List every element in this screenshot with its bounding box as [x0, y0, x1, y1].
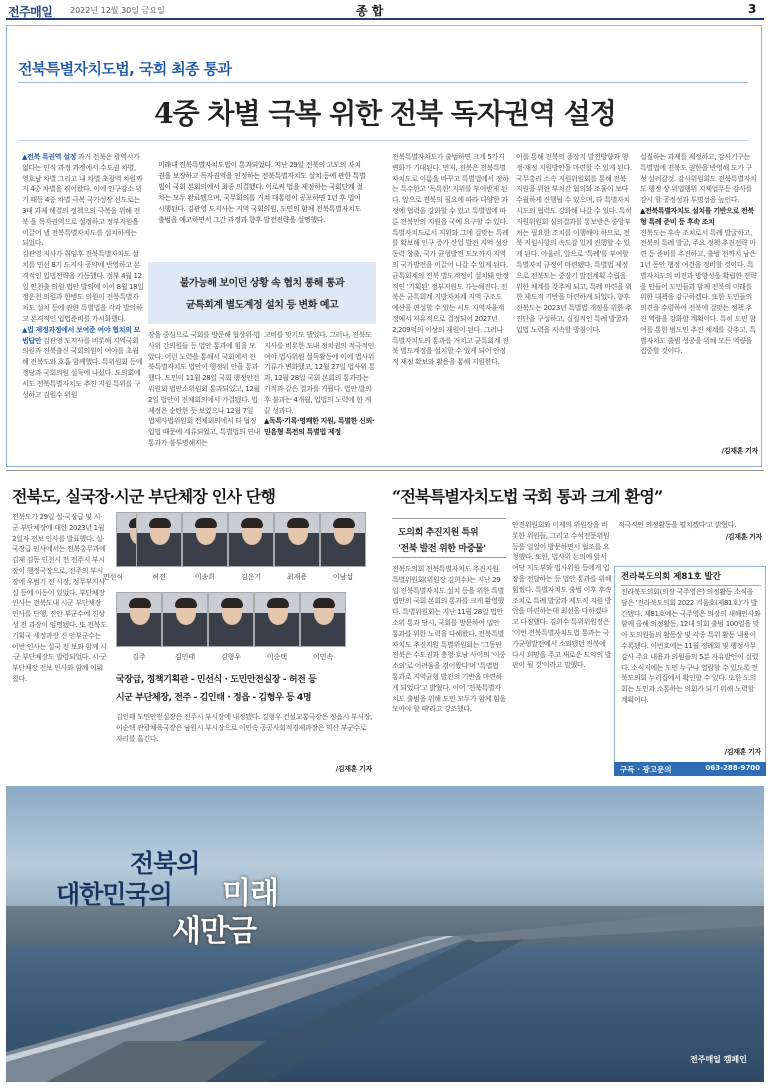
col1-text-1: 과거 전북은 광역시가 없다는 인식 과정 과정에서 수도권 차별, 영호남 차별 그리고 내 차별 초광역 차원까지 4중 차별을 겪어왔다. 이에 인구감소 위기 때등 4중 차별 극복 국가성장 선도로는 3대 과제 해결의 정책으의 극복을 위해 전북 을 독자권역으로 설정하고 정부지원을 이끌어 낼 전북특별자치도를 설치하게는 되었다. — [22, 153, 143, 248]
lead-column-2: 장을 중심으로 국회를 방문해 협상위·법사위 간의원들 등 법안 통과에 힘을 모았다. 이런 노력을 통해서 국회에서 전북특별자치도 법안이 행정위 안을 통과 했다. 도민이 11월 28일 국회 행정안전위원회 법안소위원회 통과되었고, 12월 2일 법안이 전체회의에서 가결됐다. 법 제정은 순탄한 듯 보였으나 12월 7일 법제사법위원회 전체회의에서 타 협정입법 때문에 계류되었고, 특별법의 연내 통과가 불투명해지는 — [148, 331, 260, 447]
section-separator — [6, 470, 764, 471]
ad-footer: 전주매일 캠페인 — [690, 1055, 747, 1064]
mid-article-byline: /김재훈 기자 — [725, 533, 762, 541]
lead-column-1 — [22, 152, 144, 458]
ad-seawall-illustration — [6, 786, 764, 1082]
mid-article-body: 전북도의회 전북특별자치도 추진지원 특별위원회(위원장 김희수)는 지난 29일 전북특별자치도 설치 등을 위한 특별법안의 국회 본회의 통과를 크게 환영했다. 특별위원회는 지난 11월 28일 법안 소위 통과 당시, 국회를 방문하여 법안 통과를 위한 노력을 다해왔다. 전북특별자치도 추진지원 특별위원회는 '그동안 전북은 수도권과 충청·호남 사이의 '이중 소외'로 어려움을 겪어왔다'며 '특별법 통과로 지역균형 발전의 기반을 마련하게 되었다'고 밝혔다. 이어 '전북특별자치도 출범을 위해 도민 모두가 함께 힘을 모아야 할 때'라고 강조했다. — [392, 565, 506, 714]
person-photo — [254, 592, 300, 647]
masthead — [6, 0, 764, 20]
lead-byline: /김재훈 기자 — [721, 447, 758, 455]
person-name: 이민속 — [312, 653, 334, 661]
col1-text-2: 김관영 지사가 취임후 전북특별자치도 설치를 민선 8기 도지사 공약에 반영하고 본격적인 입법전략을 가동했다. 정부 4월 12일 인천출 의원 법안 발의에 이어 8월 18일 정운천 의원과 한병도 의원이 전북특별자치도 설치 등에 관한 특별법을 각각 발의하고 본격적인 입법준비를 가시화했다. — [22, 250, 144, 323]
person-photo — [274, 512, 320, 567]
col1-subhead-1: ▲전북 특권역 설정 — [22, 153, 77, 161]
ad-text-1: 전북의 — [130, 849, 200, 878]
headline-rule — [18, 140, 748, 141]
left-article-body-2: 김인태 도민안전실장은 전주시 부시장에 내정됐다. 김형우 건설교통국장은 정읍시 부시장, 이순택 관광체육국장은 남원시 부시장으로 이민속 공공사회적경제과장은 익산 부군수로 자리를 옮긴다. — [116, 713, 372, 743]
col1-text-3: 김관영 도지사를 비롯해 지역국회의원과 전북출신 국회의원이 여야를 초월해 전북도와 호흡 함께했다. 특위원회 등에 정당과 국회의원 설득에 나섰다. 도의회에서도 전북특별자치도 추진 지원 특위를 구성하고 김원수 위원 — [22, 336, 143, 399]
lead-deck — [148, 262, 376, 324]
council-publication-box — [614, 566, 766, 776]
person-name: 김민태 — [174, 653, 196, 661]
council-box-body: 전라북도의회(의장 국주영은) 의정활동 소식을 담은 '전라북도의회 2022 겨울호(제81호)'가 발간됐다. 제81호에는 국주영은 의장의 새해인사와 함께 올해 의정활동, 12대 의회 출범 100일을 맞아 도의원들의 활동상 및 각종 특위 활동 내용이 수록됐다. 이번호에는 11월 정례회 및 행정사무감사 주요 내용과 의원들의 5분 자유발언이 실렸다. 소식지에는 도민 누구나 열람할 수 있도록 전북도의회 누리집에서 확인할 수 있다. 또한 도의회는 도민과 소통하는 의회가 되기 위해 노력할 계획이다. — [621, 588, 761, 704]
lead-column-4: 전북특별자치도가 출범하면 크게 5가지 변화가 기대된다. 먼저, 전북은 전북특별자치도로 이름을 바꾸고 특별법에서 정하는 특수한고 '독특한' 지위를 부여받게 된다. 앞으로 전북의 필요에 따라 다양한 과정에 협력을 강화할 수 있고 특별법에 따른 전북만의 지원을 국에 요구할 수 있다. 특별자치도로서 지위와 그에 걸맞는 특례를 확보해 인구 증가 산업 발전 지역 성장동력 창출, 국가 균형발전 도모까지 지역의 국가발전을 이끌어 나갈 수 있게 된다. 균특회계의 전북 별도계정이 설치돼 안정적인 '기획된' 정부지원도 가능해진다. 전북은 균특회계 지방자치계 지역 구조도 예산을 편성할 수 있는 시도 지역자율계정에서 자유적으로 결정되어 2027년 2,209억의 이상의 재원이 된다. 그러나 특별자치도의 통과를 거치고 균특회계 전북 별도계정을 설치할 수 있게 되어 안정적 재정 확보와 활용을 통해 지원한다. — [392, 153, 509, 367]
lead-headline: 4중 차별 극복 위한 전북 독자권역 설정 — [154, 97, 616, 130]
person-photo — [228, 512, 274, 567]
newspaper-brand: 전주매일 — [8, 5, 53, 19]
mid-article-body-2: 안전위원회와 이제의 위원장을 비롯한 위원들, 그리고 수석전문위원 등을 일일이 방문하면서 협조를 요청했다. 또한, 법사위 논의에 앞서 여당 지도부와 법사위원 등에게 입장을 전달하는 등 법안 통과를 위해 힘썼다. 특별자치도 출범 이후 후속 조치로 특례 발굴과 제도적 지원 방안을 마련하는데 최선을 다하겠다고 다짐했다. 김희수 특위위원장은 '이번 전북특별자치도법 통과는 국가균형발전에서 소외됐던 전북에 다시 희망을 주고 새로운 도약의 발판이 될 것'이라고 말했다. — [512, 521, 612, 670]
person-photo — [208, 592, 254, 647]
lead-column-6 — [640, 152, 758, 446]
council-box-byline: /김재훈 기자 — [724, 748, 761, 756]
lead-summary-box: 미래내 전북특별자치도법이 통과되었다. 지난 29일 전북의 고도의 자치권을 보장하고 독자권역을 인정하는 전북특별자치도 설치 등에 관한 특별법이 국회 본회의에서 최종 의결됐다. 이로써 법을 제정하는 국회단계 절차는 모두 완료됐으며, 국무회의를 거쳐 대통령이 공포하면 1년 후 법이 시행된다. 김관영 도지사는 지역 국회의원, 도민의 함께 전북특별자치도 출범을 예고하면서 그간 과정과 향후 발전전략을 설명했다. — [148, 152, 376, 262]
lead-column-5: 이를 통해 전북의 증장기 발전방향과 행정·재정 지원방안을 마련할 수 있게 된다. 국무총리 소속 지원위원회를 통해 전북 지원을 위한 부처간 협의와 조율이 보다 수월하게 진행될 수 있으며, 타 특별자치시도의 협력도 강화해 나갈 수 있다. 특히 지원위원회 심의결과를 통보받은 중앙부처는 필요한 조치를 이행해야 하므로, 전북 지원사항의 속도감 있게 진행할 수 있게 된다. 아울러, 앞으로 '특례'를 부여할 특별자치 규정이 마련됐다. 특별법 제정으로 전북도는 중장기 발전계획 수립을 위한 체계를 갖추게 되고, 특례 마련을 위한 제도적 기반을 마련하게 되었다. 향후 전북도는 2023년 특별법 개정을 위한 추진단을 구성하고, 실질적인 특례 발굴과 입법 노력을 지속할 방침이다. — [516, 153, 632, 334]
issue-date: 2022년 12월 30일 금요일 — [70, 6, 165, 15]
mid-article-title: “전북특별자치도법 국회 통과 크게 환영” — [392, 487, 663, 506]
col3-subhead: ▲독특·기록·명쾌한 지원, 특별한 신뢰·믿음형 특전의 특별법 제정 — [264, 417, 375, 437]
person-name: 이순택 — [266, 653, 288, 661]
col6-subhead: ▲전북특별자치도 설치를 기반으로 전북형 특례 준비 등 후속 조치 — [640, 206, 754, 226]
person-name: 이남섭 — [332, 573, 354, 581]
mid-subhead-2: '전북 발전 위한 마중물' — [398, 544, 486, 554]
person-photo — [116, 592, 162, 647]
person-name: 허전 — [152, 573, 166, 581]
person-name: 김주 — [132, 653, 146, 661]
lead-kicker: 전북특별자치도법, 국회 최종 통과 — [18, 60, 232, 78]
subscription-phone: 063-288-9700 — [705, 764, 760, 772]
mid-article-body-3: 적극적인 의정활동을 펼치겠다'고 밝혔다. — [618, 521, 737, 529]
person-photo — [136, 512, 182, 567]
photo-caption-2: 시군 부단체장, 전주 - 김인태 · 정읍 - 김형우 등 4명 — [116, 693, 312, 703]
person-name: 민선식 — [102, 573, 124, 581]
person-name: 김형우 — [220, 653, 242, 661]
left-article-byline: /김재훈 기자 — [335, 765, 372, 773]
col6-text: 실질하는 과제를 제정하고, 감사기구는 특별법에 전북도 권한을 반영해 도가 구성 살려갈것. 감사위원회도 전북특별자치도 행정 상 위법행위 지체업무등 감사를 감시 할 공정성과 투명성을 높인다. — [640, 153, 757, 205]
mid-article-subhead — [392, 518, 506, 558]
photo-caption-1: 국장급, 정책기획관 - 민선식 · 도민안전실장 - 허전 등 — [116, 675, 317, 685]
person-photo — [162, 592, 208, 647]
deck-line-1: 불가능해 보이던 상황 속 협치 통해 통과 — [179, 278, 345, 289]
col1-subhead-3: ▲법 제정과정에서 보여준 여야 협치의 모범답안 — [22, 325, 141, 345]
lead-column-3 — [264, 330, 376, 458]
person-photo — [182, 512, 228, 567]
col3-text: 고비를 맞기도 했었다. 그러나, 전북도지사를 비롯한 도내 정치권의 적극적인 여야 법사위원 설득활동에 이에 법사위 기류가 변화했고, 12월 27일 법사위 통과, 12월 28일 국회 본회의 통과라는 기적과 같은 결과를 거뒀다. 법안 발의 후 불과는 4개월, 입법의 노력에 한 게 끝 성과다. — [264, 331, 376, 415]
kicker-rule — [18, 82, 748, 83]
saemangeum-campaign-ad — [6, 786, 764, 1082]
left-article-body: 전북도가 29일 실·국장급 및 시·군 부단체장에 대한 2023년 1월 2일자 전보 인사를 발표했다. 실·국장급 인사에서는 전북총무과에 김제 김동 인천시 전 전주시 부시장이 행정국장으로, 전주의 부시장에 우범기 전 시장, 정무부지사실 등에 이동이 있었다. 부단체장 인사는 전북도내 시군 부단체장 인사를 단행, 진안 부군수에 진상성 전 과장이 임명됐다. 또 전북도 기획국 세정과장 진 안부군수는 이번 인사는 실국 전 보와 함께 시·군 부단체장도 발령되었다. 시·군 부단체장 전보 인사와 함께 이뤄졌다. — [12, 513, 107, 683]
left-article-title: 전북도, 실국장·시군 부단체장 인사 단행 — [12, 487, 276, 506]
subscription-bar — [614, 762, 766, 776]
section-name: 종 합 — [356, 4, 384, 18]
deck-line-2: 균특회계 별도계정 설치 등 변화 예고 — [185, 300, 339, 311]
ad-text-3: 미래 — [222, 876, 278, 911]
subscription-label: 구독 · 광고문의 — [620, 765, 672, 774]
person-photo — [320, 512, 366, 567]
ad-text-2: 대한민국의 — [56, 880, 172, 909]
person-name: 최재용 — [286, 573, 308, 581]
personnel-photo-grid — [102, 512, 372, 712]
person-name: 이송희 — [194, 573, 216, 581]
person-photo — [300, 592, 346, 647]
person-name: 김운기 — [240, 573, 262, 581]
mid-subhead-1: 도의회 추진지원 특위 — [398, 528, 479, 538]
col6-text-b: 전북도는 후속 조치로서 특례 발굴하고, 전북의 특례 발굴, 주요 정책 추진전략 마련 등 준비를 추진하고, 출범 전까지 남은 1년 동안 행정 여건을 정비할 것이다. 특별자치도의 비전과 방향성을 확립한 전략을 만들어 도민들과 함께 전북의 미래를 위한 대책을 강구하겠다. 또한 도민들의 의견을 수렴하여 전북에 걸맞는 정책 추진 역량을 강화할 계획이다. 특히 도민 참여를 통한 범도민 추진 체계를 갖추고, 특별자치도 출범 성공을 위해 모든 역량을 집중할 것이다. — [640, 228, 757, 356]
page-number: 3 — [748, 2, 757, 16]
council-box-title: 전라북도의회 제81호 발간 — [621, 570, 761, 586]
ad-text-4: 새만금 — [172, 914, 256, 949]
